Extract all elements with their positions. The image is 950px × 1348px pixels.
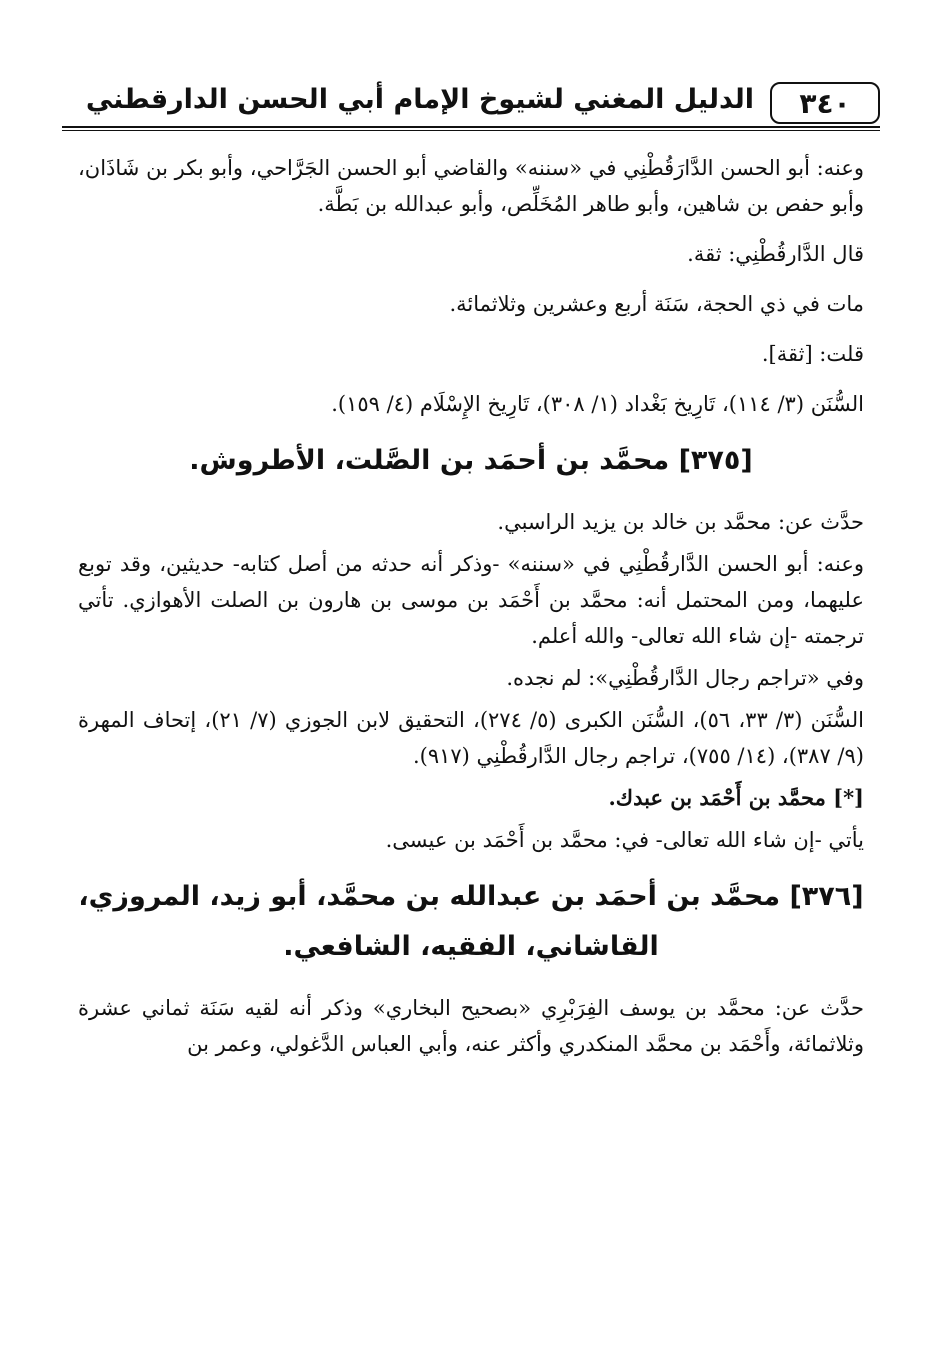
author-verdict: قلت: [ثقة]. (761, 342, 864, 366)
entry-heading-375: [٣٧٥] محمَّد بن أحمَد بن الصَّلت، الأطروش. (189, 445, 753, 476)
grading-paragraph: قال الدَّارقُطْنِي: ثقة. (687, 242, 864, 266)
running-title: الدليل المغني لشيوخ الإمام أبي الحسن الدارقطني (85, 84, 754, 115)
sources-paragraph: السُّنَن (٣/ ١١٤)، تَارِيخ بَغْداد (١/ ٣٠٨)، تَارِيخ الإِسْلَام (٤/ ١٥٩). (331, 392, 864, 416)
students-paragraph: وعنه: أبو الحسن الدَّارَقُطْنِي في «سننه» والقاضي أبو الحسن الجَرَّاحي، وأبو بكر بن شَاذَان، وأبو حفص بن شاهين، وأبو طاهر المُخَلِّص، وأبو عبدالله بن بَطَّة. (78, 156, 864, 216)
header-rule (62, 126, 880, 128)
page-number: ٣٤٠ (770, 82, 880, 124)
sources-paragraph: السُّنَن (٣/ ٣٣، ٥٦)، السُّنَن الكبرى (٥/ ٢٧٤)، التحقيق لابن الجوزي (٧/ ٢١)، إتحاف المهرة (٩/ ٣٨٧)، (١٤/ ٧٥٥)، تراجم رجال الدَّارقُطْنِي (٩١٧). (78, 708, 864, 768)
header-rule-thin (62, 130, 880, 131)
death-paragraph: مات في ذي الحجة، سَنَة أربع وعشرين وثلاثمائة. (449, 292, 864, 316)
page-body (78, 150, 864, 1062)
teachers-paragraph: حدَّث عن: محمَّد بن يوسف الفِرَبْرِي «بصحيح البخاري» وذكر أنه لقيه سَنَة ثماني عشرة وثلاثمائة، وأَحْمَد بن محمَّد المنكدري وأكثر عنه، وأبي العباس الدَّغولي، وعمر بن (78, 996, 864, 1056)
cross-reference-note: يأتي -إن شاء الله تعالى- في: محمَّد بن أَحْمَد بن عيسى. (385, 828, 864, 852)
running-header (62, 82, 874, 128)
tarajim-paragraph: وفي «تراجم رجال الدَّارقُطْنِي»: لم نجده. (506, 666, 864, 690)
teachers-paragraph: حدَّث عن: محمَّد بن خالد بن يزيد الراسبي. (497, 510, 864, 534)
cross-reference-heading: [*] محمَّد بن أَحْمَد بن عبدك. (608, 785, 864, 810)
students-paragraph: وعنه: أبو الحسن الدَّارقُطْنِي في «سننه» -وذكر أنه حدثه من أصل كتابه- حديثين، وقد توبع عليهما، ومن المحتمل أنه: محمَّد بن أَحْمَد بن موسى بن هارون بن الصلت الأهوازي. تأتي ترجمته -إن شاء الله تعالى- والله أعلم. (78, 552, 864, 648)
entry-heading-376: [٣٧٦] محمَّد بن أحمَد بن عبدالله بن محمَّد، أبو زيد، المروزي، القاشاني، الفقيه، الشافعي. (78, 881, 864, 962)
